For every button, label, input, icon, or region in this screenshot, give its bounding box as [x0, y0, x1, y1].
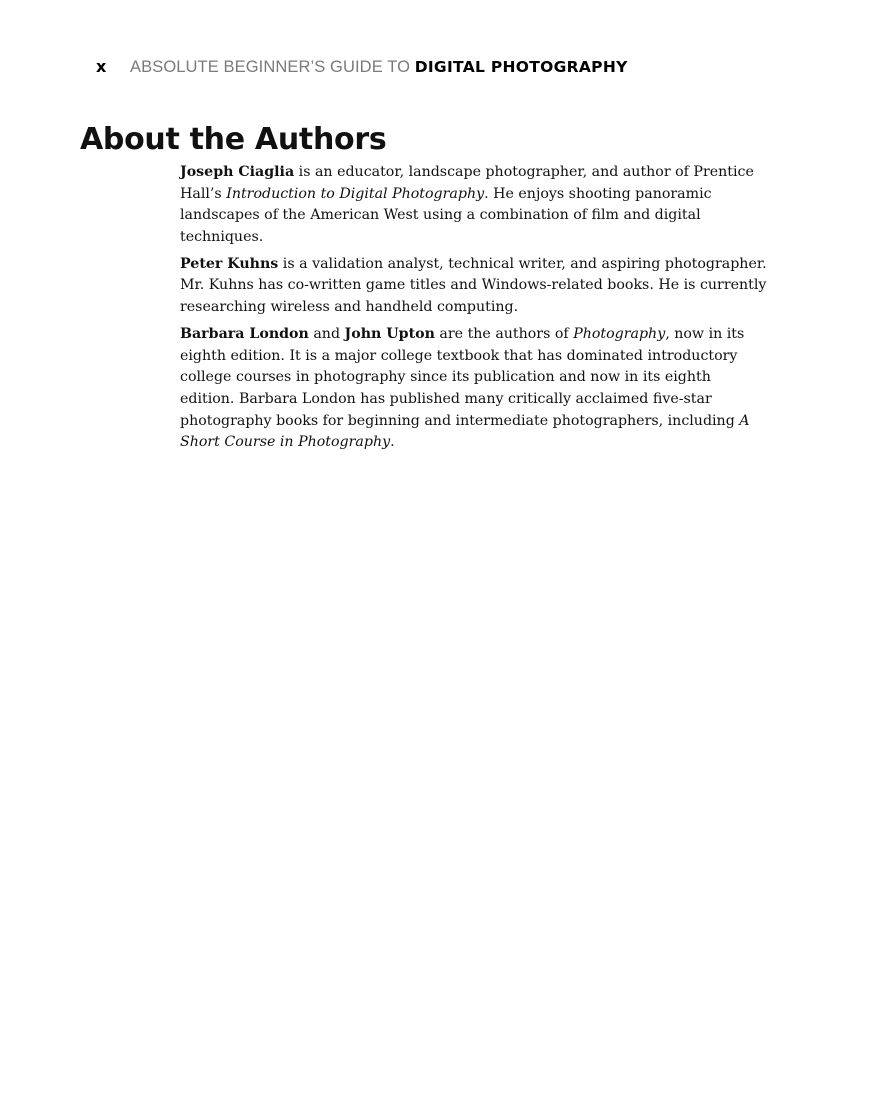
book-title-light: ABSOLUTE BEGINNER’S GUIDE TO: [130, 58, 415, 76]
author-bios: [180, 162, 768, 459]
bio-london-upton: [180, 324, 768, 454]
book-title-reference: Introduction to Digital Photography: [226, 185, 485, 202]
bio-text: .: [390, 434, 395, 451]
author-name: Peter Kuhns: [180, 255, 279, 272]
bio-text: , now in its eighth edition. It is a major college textbook that has dominated introductory college courses in photography since its publication and now in its eighth edition. Barbara London has published many critically acclaimed five-star photography books for beginning and intermediate photographers, including: [180, 326, 745, 429]
running-head: [96, 57, 628, 77]
bio-peter-kuhns: [180, 254, 768, 319]
section-heading: About the Authors: [80, 122, 387, 157]
bio-text: and: [308, 326, 345, 343]
bio-text: . He enjoys shooting panoramic landscapes of the American West using a combination of film and digital techniques.: [180, 185, 712, 245]
book-title-reference: A Short Course in Photography: [180, 412, 750, 451]
bio-text: is a validation analyst, technical writer, and aspiring photographer. Mr. Kuhns has co-written game titles and Windows-related books. He is currently researching wireless and handheld computing.: [180, 255, 767, 316]
author-name: Barbara London: [180, 326, 309, 343]
book-title-reference: Photography: [573, 326, 666, 343]
book-title-bold: DIGITAL PHOTOGRAPHY: [414, 58, 628, 76]
page-number: x: [96, 57, 107, 76]
bio-text: is an educator, landscape photographer, and author of Prentice Hall’s: [180, 164, 754, 202]
author-name: Joseph Ciaglia: [180, 164, 295, 180]
author-name: John Upton: [344, 326, 435, 343]
bio-text: are the authors of: [434, 326, 574, 343]
bio-joseph-ciaglia: [180, 162, 768, 248]
